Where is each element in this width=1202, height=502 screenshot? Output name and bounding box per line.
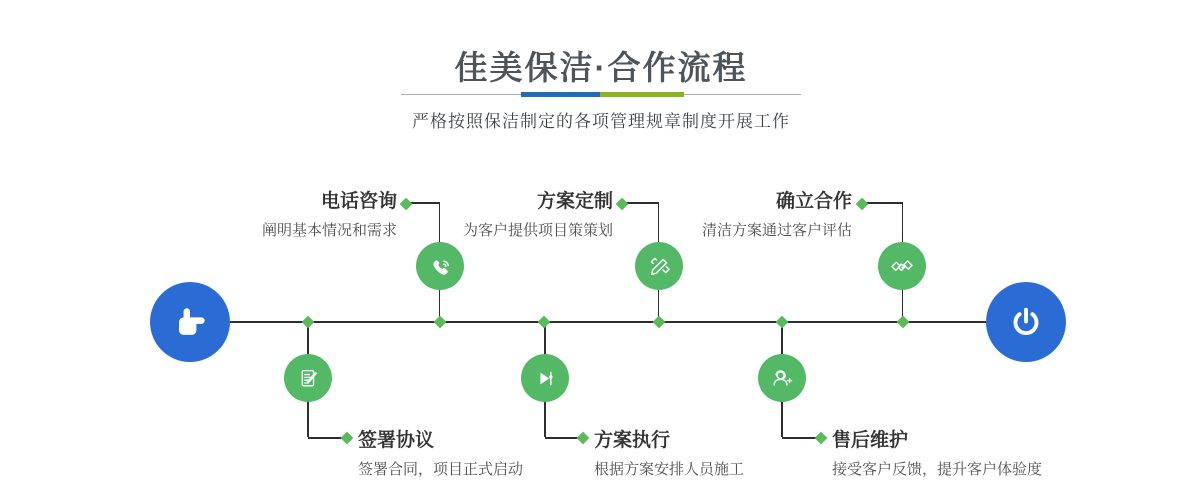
label-diamond [856, 197, 869, 210]
step-desc: 清洁方案通过客户评估 [701, 222, 852, 239]
timeline-start-node [150, 282, 230, 362]
timeline-node-diamond [302, 316, 315, 329]
step-desc: 阐明基本情况和需求 [261, 222, 397, 239]
timeline-node-diamond [897, 316, 910, 329]
step-title: 方案执行 [594, 430, 671, 451]
label-diamond [577, 431, 590, 444]
customer-service-icon [768, 364, 796, 392]
step-desc: 根据方案安排人员施工 [594, 461, 745, 478]
label-diamond [815, 431, 828, 444]
step-title: 售后维护 [832, 430, 909, 451]
timeline-end-node [986, 282, 1066, 362]
page-title: 佳美保洁·合作流程 [454, 49, 748, 86]
step-label [594, 425, 744, 479]
timeline-node-diamond [434, 316, 447, 329]
step-icon-circle [878, 242, 926, 290]
handshake-icon [887, 251, 917, 281]
step-icon-circle [758, 354, 806, 402]
step-title: 签署协议 [358, 430, 435, 451]
timeline-node-diamond [538, 316, 551, 329]
step-title: 方案定制 [536, 191, 613, 212]
step-icon-circle [284, 354, 332, 402]
pointing-hand-icon [168, 300, 212, 344]
step-label [358, 425, 523, 479]
step-icon-circle [416, 242, 464, 290]
step-desc: 接受客户反馈，提升客户体验度 [832, 461, 1043, 478]
pencil-design-icon [646, 253, 673, 280]
title-divider [401, 92, 801, 98]
divider-blue-segment [521, 92, 600, 97]
step-icon-circle [521, 354, 569, 402]
step-label [832, 425, 1042, 479]
page-subtitle: 严格按照保洁制定的各项管理规章制度开展工作 [412, 112, 790, 131]
step-title: 确立合作 [775, 191, 852, 212]
step-desc: 为客户提供项目策策划 [462, 222, 613, 239]
contract-document-icon [295, 365, 322, 392]
power-icon [1004, 300, 1048, 344]
phone-icon [427, 253, 454, 280]
play-slider-icon [532, 365, 559, 392]
step-icon-circle [635, 242, 683, 290]
label-diamond [341, 431, 354, 444]
step-desc: 签署合同，项目正式启动 [358, 461, 524, 478]
divider-green-segment [600, 92, 684, 97]
timeline-node-diamond [653, 316, 666, 329]
step-label [363, 186, 613, 240]
step-label [147, 186, 397, 240]
step-label [602, 186, 852, 240]
timeline-line [230, 321, 986, 323]
step-title: 电话咨询 [320, 191, 397, 212]
timeline-node-diamond [776, 316, 789, 329]
